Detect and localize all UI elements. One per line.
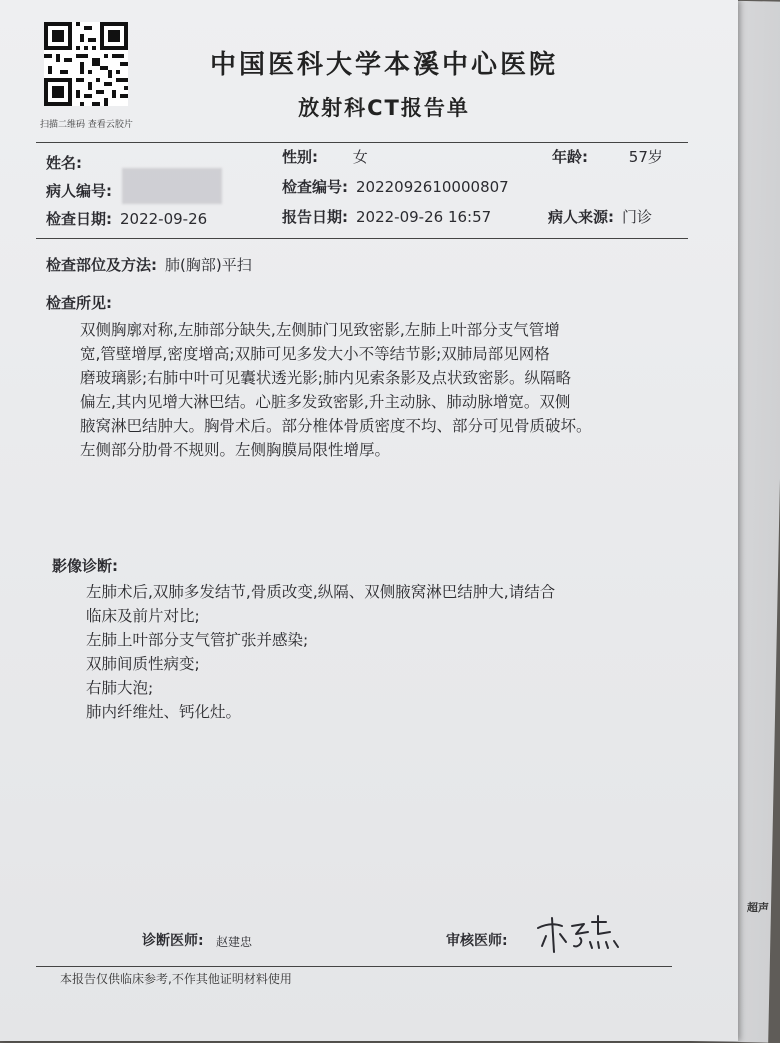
diagnosis-line: 临床及前片对比; bbox=[86, 607, 200, 625]
hospital-name: 中国医科大学本溪中心医院 bbox=[209, 50, 558, 80]
diagnosing-doctor-value: 赵建忠 bbox=[216, 935, 253, 949]
patient-sex-value: 女 bbox=[352, 148, 368, 166]
patient-name-field bbox=[46, 152, 90, 173]
exam-date-value: 2022-09-26 bbox=[120, 210, 208, 228]
diagnosis-text bbox=[86, 580, 555, 724]
diagnosis-line: 肺内纤维灶、钙化灶。 bbox=[86, 703, 242, 721]
diagnosis-line: 双肺间质性病变; bbox=[86, 655, 200, 673]
redaction-block bbox=[122, 168, 222, 204]
findings-text bbox=[80, 318, 592, 462]
diagnosis-heading: 影像诊断: bbox=[52, 557, 118, 575]
header-rule-bottom bbox=[36, 238, 688, 239]
report-date-label: 报告日期: bbox=[282, 208, 348, 226]
patient-source-label: 病人来源: bbox=[548, 208, 614, 226]
diagnosis-line: 左肺上叶部分支气管扩张并感染; bbox=[86, 631, 309, 649]
patient-age-label: 年龄: bbox=[552, 148, 588, 166]
footer-rule bbox=[36, 966, 672, 967]
exam-number-field bbox=[282, 176, 509, 197]
patient-source-value: 门诊 bbox=[622, 208, 653, 226]
exam-number-label: 检查编号: bbox=[282, 178, 348, 196]
exam-date-label: 检查日期: bbox=[46, 210, 112, 228]
patient-id-field bbox=[46, 180, 120, 201]
findings-line: 双侧胸廓对称,左肺部分缺失,左侧肺门见致密影,左肺上叶部分支气管增 bbox=[80, 321, 560, 339]
exam-method-label: 检查部位及方法: bbox=[46, 256, 157, 274]
patient-name-label: 姓名: bbox=[46, 154, 82, 172]
diagnosing-doctor-label: 诊断医师: bbox=[142, 933, 204, 949]
patient-sex-label: 性别: bbox=[282, 148, 318, 166]
findings-line: 偏左,其内见增大淋巴结。心脏多发致密影,升主动脉、肺动脉增宽。双侧 bbox=[80, 393, 571, 411]
findings-line: 腋窝淋巴结肿大。胸骨术后。部分椎体骨质密度不均、部分可见骨质破坏。 bbox=[80, 417, 592, 435]
diagnosis-line: 左肺术后,双肺多发结节,骨质改变,纵隔、双侧腋窝淋巴结肿大,请结合 bbox=[86, 583, 556, 601]
patient-source-field bbox=[548, 206, 652, 227]
exam-date-field bbox=[46, 208, 207, 229]
findings-line: 宽,管壁增厚,密度增高;双肺可见多发大小不等结节影;双肺局部见网格 bbox=[80, 345, 550, 363]
reviewing-doctor-label: 审核医师: bbox=[446, 933, 508, 949]
background-sheet-label: 超声 bbox=[746, 901, 770, 915]
report-date-field bbox=[282, 206, 491, 227]
exam-number-value: 2022092610000807 bbox=[356, 178, 509, 196]
header-rule-top bbox=[36, 142, 688, 143]
disclaimer: 本报告仅供临床参考,不作其他证明材料使用 bbox=[60, 972, 292, 986]
report-title: 放射科CT报告单 bbox=[298, 96, 470, 120]
exam-method-field bbox=[46, 254, 252, 275]
findings-line: 左侧部分肋骨不规则。左侧胸膜局限性增厚。 bbox=[80, 441, 391, 459]
patient-id-label: 病人编号: bbox=[46, 182, 112, 200]
reviewer-signature-icon bbox=[532, 912, 622, 958]
findings-line: 磨玻璃影;右肺中叶可见囊状透光影;肺内见索条影及点状致密影。纵隔略 bbox=[80, 369, 571, 387]
report-date-value: 2022-09-26 16:57 bbox=[356, 208, 492, 226]
diagnosis-line: 右肺大泡; bbox=[86, 679, 154, 697]
qr-caption: 扫描二维码 查看云胶片 bbox=[40, 120, 133, 130]
exam-method-value: 肺(胸部)平扫 bbox=[165, 256, 252, 274]
patient-age-field bbox=[552, 146, 663, 167]
patient-sex-field bbox=[282, 146, 368, 167]
patient-age-value: 57岁 bbox=[628, 148, 663, 166]
findings-heading: 检查所见: bbox=[46, 294, 112, 312]
